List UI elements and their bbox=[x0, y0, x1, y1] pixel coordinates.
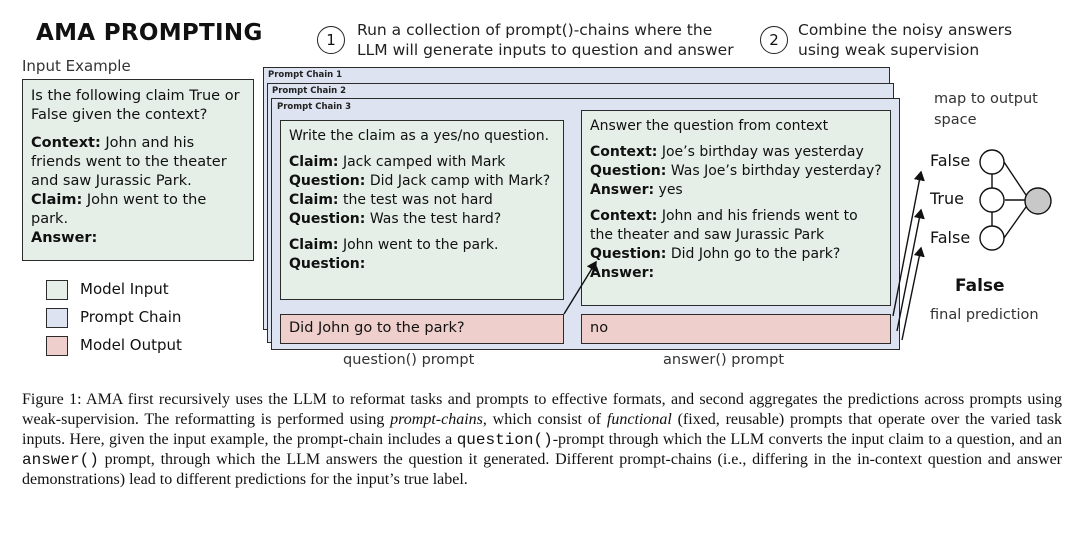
chain-2-output-arrow bbox=[897, 210, 921, 331]
map-label: map to output space bbox=[934, 91, 1038, 128]
answer-prompt-caption: answer() prompt bbox=[663, 352, 785, 368]
step-2-text: Combine the noisy answers using weak supervision bbox=[798, 21, 1013, 59]
graph-node-1 bbox=[980, 150, 1004, 174]
prompt-chain-3-label: Prompt Chain 3 bbox=[277, 102, 352, 112]
figure-caption: Figure 1: AMA first recursively uses the LLM to reformat tasks and prompts to effective formats, and second aggregates the predictions across prompts using weak-supervision. The reformatting is performed using prompt-chains, which consist of functional (fixed, reusable) prompts that operate over the varied task inputs. Here, given the input example, the prompt-chain includes a question()-prompt through which the LLM converts the input claim to a question, and an answer() prompt, through which the LLM answers the question it generated. Different prompt-chains (i.e., differing in the in-context question and answer demonstrations) lead to different predictions for the input’s true label. bbox=[22, 391, 1063, 488]
answer-prompt-output: no bbox=[590, 320, 609, 336]
output-label-2: True bbox=[930, 189, 964, 208]
question-prompt-instruction: Write the claim as a yes/no question. bbox=[289, 128, 550, 144]
legend-label-prompt-chain: Prompt Chain bbox=[80, 308, 182, 326]
graph-edge-3 bbox=[1004, 207, 1026, 238]
example-context: Context: John and his friends went to the theater and saw Jurassic Park. Claim: John went to the park. Answer: bbox=[31, 135, 227, 246]
question-prompt-demos: Claim: Jack camped with Mark Question: Did Jack camp with Mark? Claim: the test was not hard Question: Was the test hard? bbox=[289, 154, 551, 227]
question-to-answer-arrow bbox=[564, 262, 596, 314]
output-label-3: False bbox=[930, 228, 971, 247]
question-prompt-output: Did John go to the park? bbox=[289, 320, 465, 336]
answer-prompt-query: Context: John and his friends went to the theater and saw Jurassic Park Question: Did John go to the park? Answer: bbox=[590, 208, 858, 281]
step-1-number: 1 bbox=[317, 26, 345, 54]
legend-label-model-input: Model Input bbox=[80, 280, 169, 298]
step-2-number: 2 bbox=[760, 26, 788, 54]
answer-prompt-instruction: Answer the question from context bbox=[590, 118, 829, 134]
final-prediction-label: final prediction bbox=[930, 307, 1039, 323]
prompt-chain-1-label: Prompt Chain 1 bbox=[268, 70, 343, 80]
input-example-label: Input Example bbox=[22, 57, 131, 75]
chain-1-output-arrow bbox=[893, 172, 921, 316]
question-prompt-query: Claim: John went to the park. Question: bbox=[289, 237, 499, 272]
question-prompt-caption: question() prompt bbox=[343, 352, 475, 368]
final-prediction-value: False bbox=[955, 276, 1005, 296]
answer-prompt-demo: Context: Joe’s birthday was yesterday Question: Was Joe’s birthday yesterday? Answer: yes bbox=[590, 144, 882, 198]
output-label-1: False bbox=[930, 151, 971, 170]
graph-node-3 bbox=[980, 226, 1004, 250]
example-question: Is the following claim True or False given the context? bbox=[31, 88, 240, 123]
graph-node-2 bbox=[980, 188, 1004, 212]
figure-title: AMA PROMPTING bbox=[36, 20, 263, 46]
step-1-text: Run a collection of prompt()-chains where the LLM will generate inputs to question and answer bbox=[357, 21, 734, 59]
graph-edge-1 bbox=[1004, 162, 1026, 195]
legend-label-model-output: Model Output bbox=[80, 336, 182, 354]
prompt-chain-2-label: Prompt Chain 2 bbox=[272, 86, 347, 96]
graph-node-aggregate bbox=[1025, 188, 1051, 214]
